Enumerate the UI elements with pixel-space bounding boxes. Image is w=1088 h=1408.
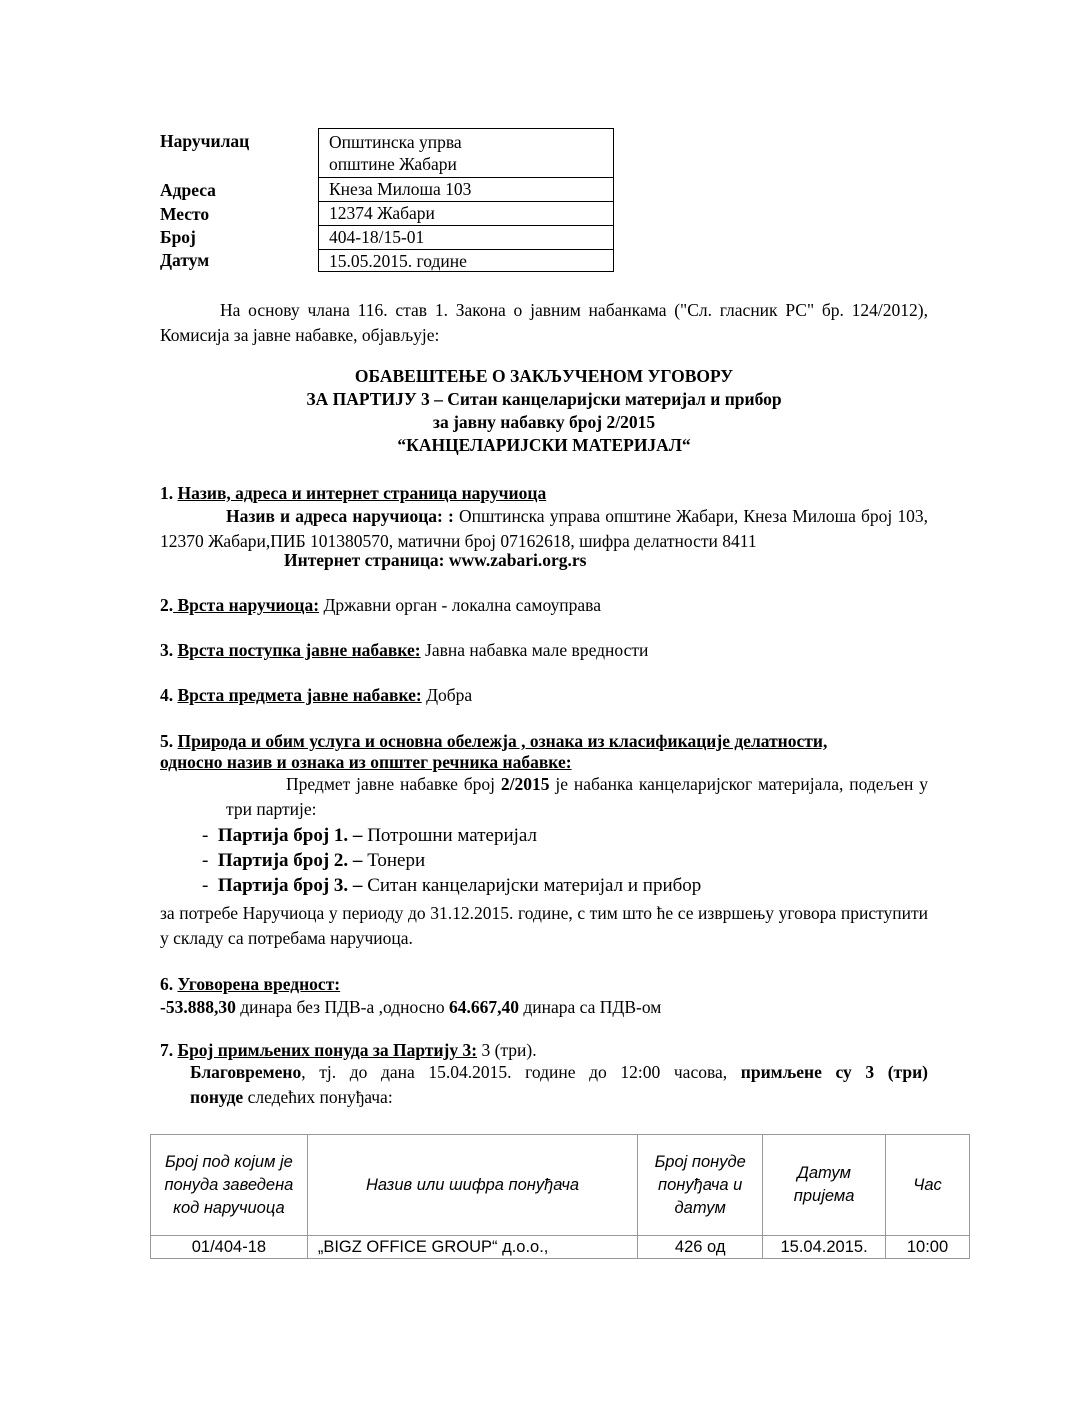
section-3 [160,640,648,661]
paragraph-text: је набанка канцеларијског материјала, подељен у три партије: [226,774,929,819]
section-heading-text: односно назив и ознака из општег речника набавке: [160,752,572,772]
naziv-adresa-text: Општинска управа општине Жабари, Кнеза Милоша број 103, 12370 Жабари,ПИБ 101380570, матични број 07162618, шифра делатности 8411 [160,506,928,551]
lot-item-2: - Партија број 2. – Тонери [202,850,426,871]
table-header-row [151,1135,970,1236]
section-number: 2. [160,595,174,615]
value-text: динара са ПДВ-ом [519,997,662,1017]
section-1-heading [160,483,546,504]
offers-table [150,1134,970,1259]
section-5-heading-line-1 [160,731,827,752]
col-header-bidder: Назив или шифра понуђача [307,1135,637,1236]
title-line-4: “КАНЦЕЛАРИЈСКИ МАТЕРИЈАЛ“ [397,435,691,455]
title-line-2: ЗА ПАРТИЈУ 3 – Ситан канцеларијски материјал и прибор [306,389,782,409]
timely-label: Благовремено [190,1062,302,1082]
header-value-narucilac [318,128,614,178]
table-row [151,1236,970,1259]
section-7-line-2 [190,1062,928,1083]
section-text: Државни орган - локална самоуправа [319,595,601,615]
header-label-broj: Број [160,227,196,247]
website-label: Интернет страница: [284,550,445,570]
section-heading-text: Врста предмета јавне набавке: [177,685,422,705]
section-5-heading-line-2 [160,752,572,773]
section-1-body [160,504,928,554]
section-7-line-3 [190,1087,393,1108]
section-text: 3 (три). [477,1040,537,1060]
lot-text: Ситан канцеларијски материјал и прибор [362,875,702,896]
section-text: Добра [421,685,473,705]
section-7-heading [160,1040,537,1061]
section-number: 3. [160,640,174,660]
cell-offer-number: 426 од [638,1236,763,1259]
title-line-1: ОБАВЕШТЕЊЕ О ЗАКЉУЧЕНОМ УГОВОРУ [354,366,734,386]
section-text: , тј. до дана 15.04.2015. године до 12:00 часова, [301,1062,741,1082]
section-2 [160,595,601,616]
header-label-narucilac: Наручилац [160,131,250,151]
section-number: 1. [160,483,174,503]
section-number: 5. [160,731,174,751]
section-text: следећих понуђача: [243,1087,393,1107]
col-header-offer-number: Број понуде понуђача и датум [638,1135,763,1236]
section-heading-text: Врста поступка јавне набавке: [177,640,421,660]
header-value-mesto: 12374 Жабари [318,201,614,226]
lot-label: Партија број 2. – [217,850,363,871]
header-value-adresa: Кнеза Милоша 103 [318,177,614,202]
header-value-datum: 15.05.2015. године [318,249,614,272]
cell-time: 10:00 [886,1236,970,1259]
value-without-vat: -53.888,30 [160,997,236,1017]
section-4 [160,685,472,706]
header-value-broj: 404-18/15-01 [318,225,614,250]
lot-item-3: - Партија број 3. – Ситан канцеларијски материјал и прибор [202,875,702,896]
section-heading-text: Број примљених понуда за Партију 3: [177,1040,478,1060]
header-label-mesto: Место [160,204,210,224]
title-line-3: за јавну набавку број 2/2015 [432,412,656,432]
cell-registration: 01/404-18 [151,1236,308,1259]
offers-label: понуде [190,1087,244,1107]
col-header-time: Час [886,1135,970,1236]
section-heading-text: Врста наручиоца: [173,595,320,615]
lot-text: Потрошни материјал [362,825,538,846]
header-value-line: Општинска упрва [329,132,462,152]
header-label-adresa: Адреса [160,180,216,200]
received-count: примљене су 3 (три) [740,1062,928,1082]
lot-text: Тонери [362,850,426,871]
section-5-after: за потребе Наручиоца у периоду до 31.12.2015. године, с тим што ће се извршењу уговора приступити у складу са потребама наручиоца. [160,903,928,948]
col-header-registration: Број под којим је понуда заведена код наручиоца [151,1135,308,1236]
cell-bidder: „BIGZ OFFICE GROUP“ д.о.о., [307,1236,637,1259]
section-6-heading [160,974,340,995]
website-url: www.zabari.org.rs [448,550,587,570]
procurement-number: 2/2015 [500,774,550,794]
value-with-vat: 64.667,40 [449,997,519,1017]
col-header-receipt-date: Датум пријема [763,1135,886,1236]
section-number: 6. [160,974,174,994]
section-heading-text: Назив, адреса и интернет страница наручиоца [177,483,547,503]
website-line [284,550,586,571]
header-label-datum: Датум [160,250,210,270]
section-number: 7. [160,1040,174,1060]
paragraph-text: Предмет јавне набавке број [286,774,501,794]
lot-item-1: - Партија број 1. – Потрошни материјал [202,825,538,846]
section-number: 4. [160,685,174,705]
section-heading-text: Природа и обим услуга и основна обележја , ознака из класификације делатности, [177,731,828,751]
label-naziv-adresa: Назив и адреса наручиоца: : [226,506,454,526]
section-5-paragraph [226,772,928,822]
section-heading-text: Уговорена вредност: [177,974,341,994]
header-value-line: општине Жабари [329,154,457,174]
section-text: Јавна набавка мале вредности [420,640,649,660]
contract-value-line [160,997,661,1018]
lot-label: Партија број 1. – [217,825,363,846]
lot-label: Партија број 3. – [217,875,363,896]
intro-paragraph: На основу члана 116. став 1. Закона о јавним набанкама ("Сл. гласник РС" бр. 124/2012), Комисија за јавне набавке, објављује: [160,300,928,345]
value-text: динара без ПДВ-а ,односно [235,997,449,1017]
cell-receipt-date: 15.04.2015. [763,1236,886,1259]
